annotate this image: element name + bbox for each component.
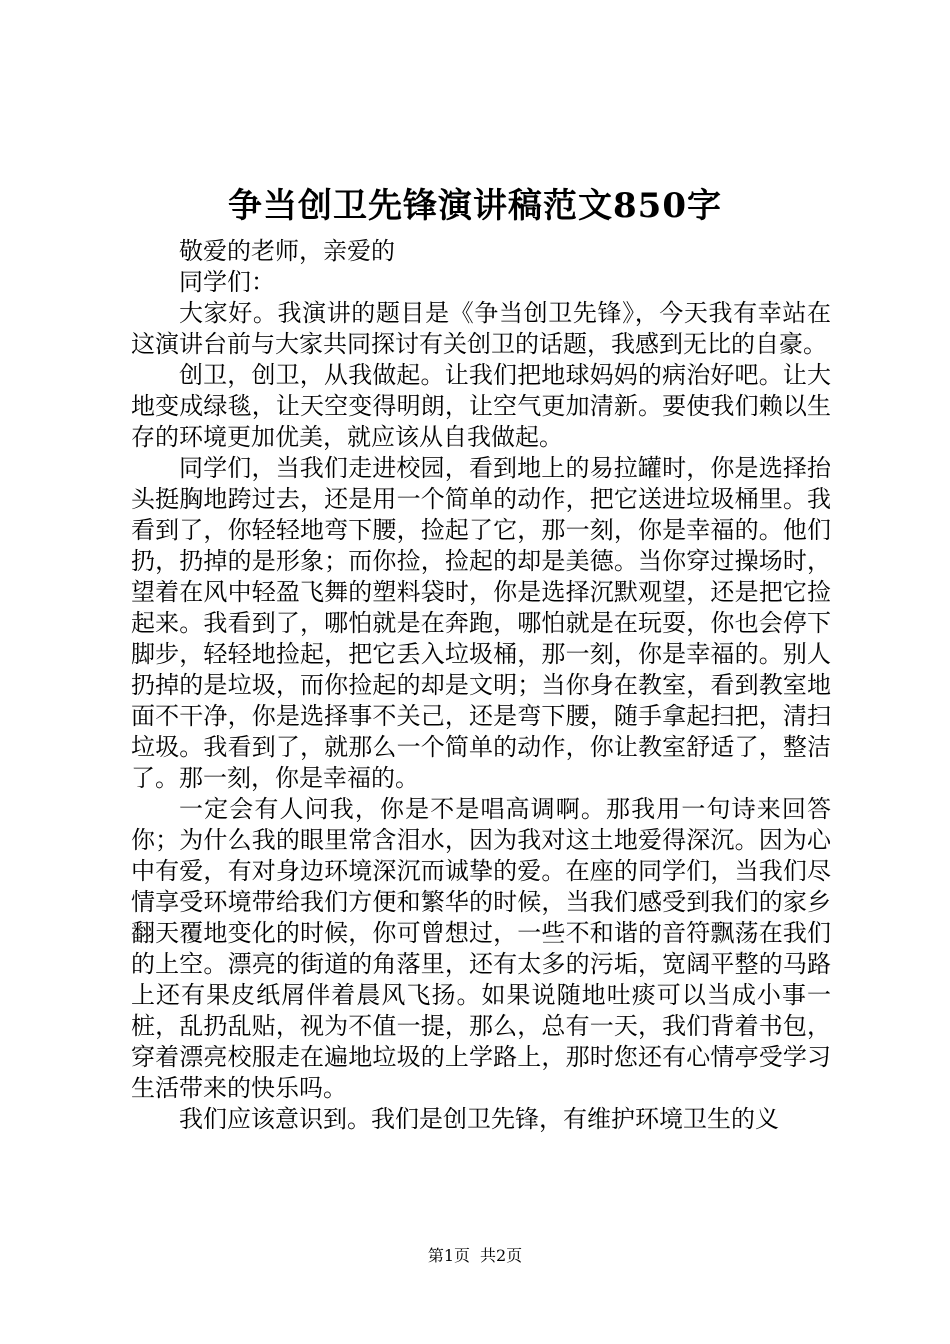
paragraph-3: 同学们，当我们走进校园，看到地上的易拉罐时，你是选择抬头挺胸地跨过去，还是用一个简单的动作，把它送进垃圾桶里。我看到了，你轻轻地弯下腰，捡起了它，那一刻，你是幸福的。他们扔，扔掉的是形象；而你捡，捡起的却是美德。当你穿过操场时，望着在风中轻盈飞舞的塑料袋时，你是选择沉默观望，还是把它捡起来。我看到了，哪怕就是在奔跑，哪怕就是在玩耍，你也会停下脚步，轻轻地捡起，把它丢入垃圾桶，那一刻，你是幸福的。别人扔掉的是垃圾，而你捡起的却是文明；当你身在教室，看到教室地面不干净，你是选择事不关己，还是弯下腰，随手拿起扫把，清扫垃圾。我看到了，就那么一个简单的动作，你让教室舒适了，整洁了。那一刻，你是幸福的。 [131, 454, 831, 792]
page-number-total: 共2页 [480, 1246, 523, 1265]
document-body [131, 236, 831, 1135]
greeting-line-1: 敬爱的老师，亲爱的 [179, 237, 395, 265]
paragraph-5: 我们应该意识到。我们是创卫先锋，有维护环境卫生的义 [179, 1105, 779, 1133]
page-number-current: 第1页 [427, 1246, 470, 1265]
paragraph-2: 创卫，创卫，从我做起。让我们把地球妈妈的病治好吧。让大地变成绿毯，让天空变得明朗，让空气更加清新。要使我们赖以生存的环境更加优美，就应该从自我做起。 [131, 361, 831, 451]
document-title: 争当创卫先锋演讲稿范文850字 [228, 186, 722, 226]
greeting-line-2: 同学们： [179, 268, 275, 296]
paragraph-4: 一定会有人问我，你是不是唱高调啊。那我用一句诗来回答你；为什么我的眼里常含泪水，因为我对这土地爱得深沉。因为心中有爱，有对身边环境深沉而诚挚的爱。在座的同学们，当我们尽情享受环境带给我们方便和繁华的时候，当我们感受到我们的家乡翻天覆地变化的时候，你可曾想过，一些不和谐的音符飘荡在我们的上空。漂亮的街道的角落里，还有太多的污垢，宽阔平整的马路上还有果皮纸屑伴着晨风飞扬。如果说随地吐痰可以当成小事一桩，乱扔乱贴，视为不值一提，那么，总有一天，我们背着书包，穿着漂亮校服走在遍地垃圾的上学路上，那时您还有心情亭受学习生活带来的快乐吗。 [131, 795, 831, 1102]
page-footer [0, 1244, 950, 1268]
paragraph-1: 大家好。我演讲的题目是《争当创卫先锋》，今天我有幸站在这演讲台前与大家共同探讨有关创卫的话题，我感到无比的自豪。 [131, 299, 831, 358]
